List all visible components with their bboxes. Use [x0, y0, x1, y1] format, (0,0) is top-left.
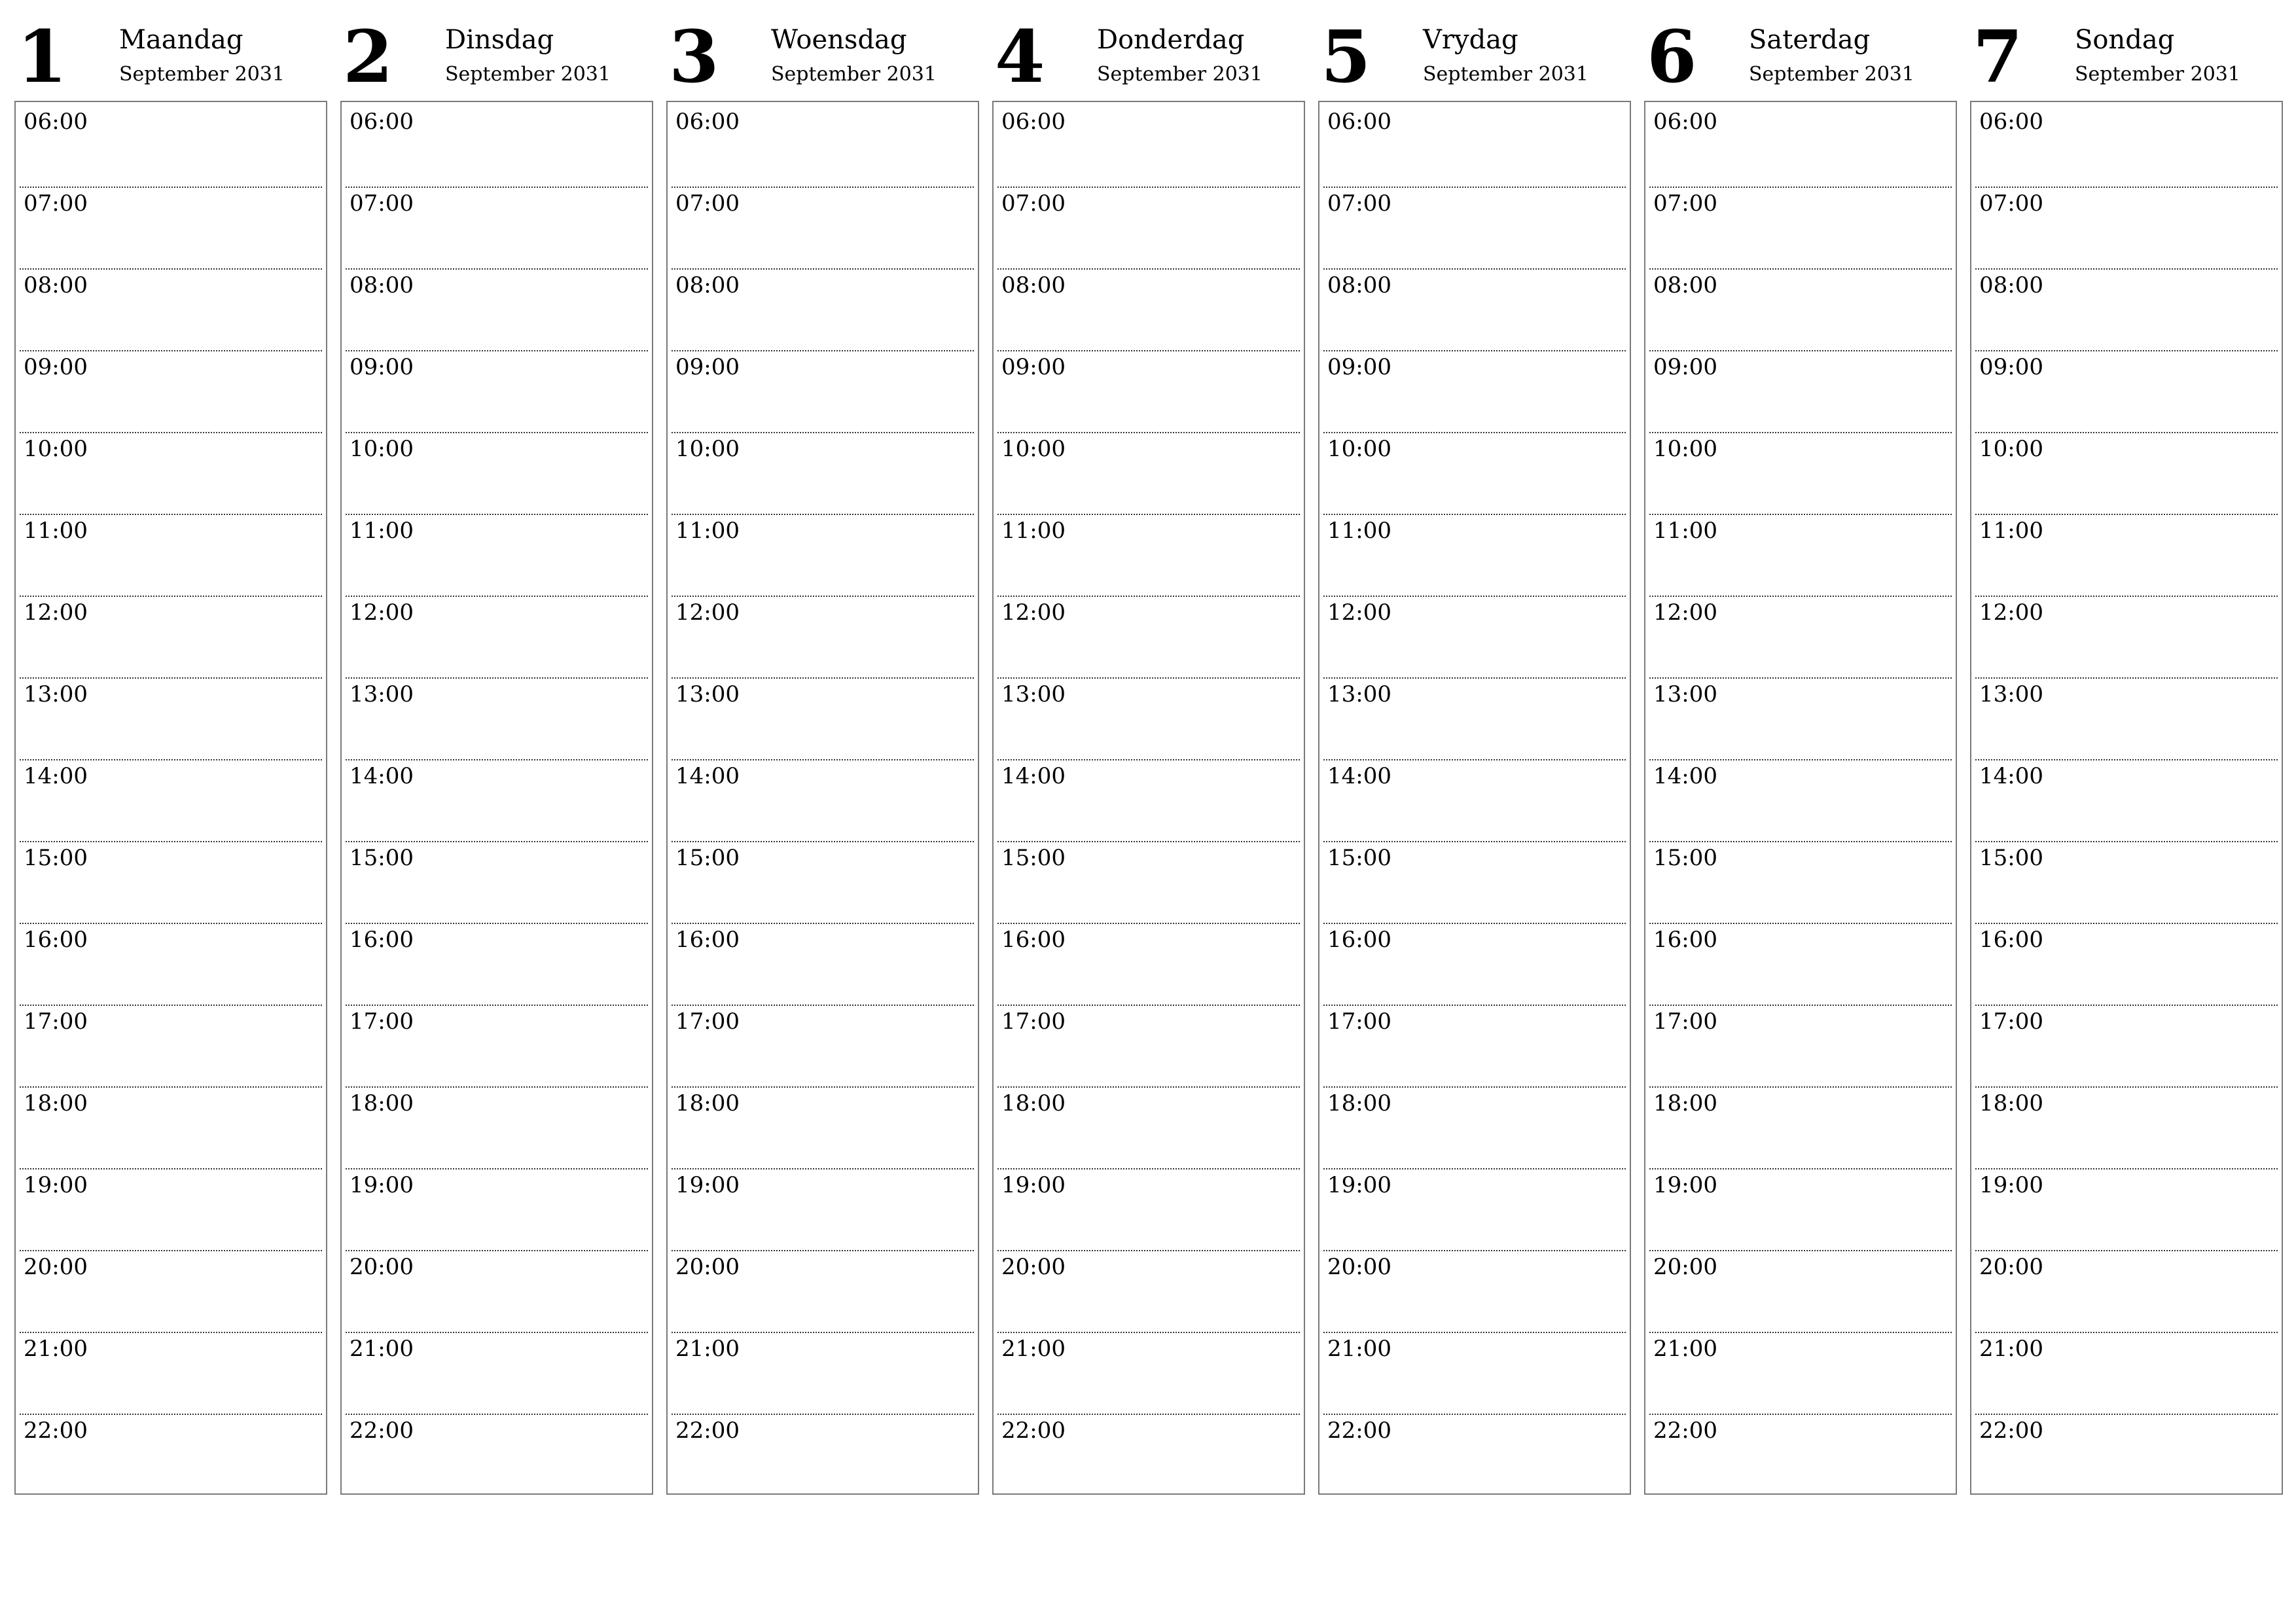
time-slot[interactable]	[997, 106, 1300, 188]
time-slot[interactable]	[997, 515, 1300, 597]
time-slot-label: 11:00	[675, 518, 740, 544]
time-slot-label: 17:00	[1979, 1008, 2043, 1035]
time-slot[interactable]	[1975, 1415, 2278, 1497]
time-slot-label: 15:00	[675, 845, 740, 871]
time-slot-label: 22:00	[24, 1418, 88, 1444]
time-slot-label: 21:00	[675, 1336, 740, 1362]
time-slot[interactable]	[1323, 1088, 1626, 1169]
time-slot[interactable]	[1975, 433, 2278, 515]
time-slot-label: 08:00	[1653, 272, 1717, 298]
time-slot[interactable]	[1323, 106, 1626, 188]
day-schedule-box	[992, 101, 1305, 1495]
time-slot-label: 18:00	[1979, 1090, 2043, 1116]
time-slot-label: 12:00	[1001, 599, 1066, 626]
time-slot-label: 06:00	[1327, 109, 1391, 135]
day-name: Sondag	[2075, 25, 2175, 55]
day-month-label: September 2031	[1749, 63, 1914, 86]
time-slot-label: 18:00	[675, 1090, 740, 1116]
time-slot[interactable]	[1975, 760, 2278, 842]
time-slot[interactable]	[346, 1006, 648, 1088]
time-slot-label: 14:00	[675, 763, 740, 789]
time-slot[interactable]	[346, 924, 648, 1006]
time-slot-label: 11:00	[350, 518, 414, 544]
time-slot-label: 14:00	[1653, 763, 1717, 789]
day-number: 6	[1647, 14, 1697, 99]
time-slot-label: 13:00	[1327, 681, 1391, 707]
time-slot[interactable]	[346, 270, 648, 351]
time-slot-label: 18:00	[24, 1090, 88, 1116]
time-slot-label: 16:00	[24, 927, 88, 953]
time-slot[interactable]	[20, 842, 322, 924]
time-slot[interactable]	[672, 1169, 974, 1251]
time-slot-label: 08:00	[1001, 272, 1066, 298]
time-slot-label: 12:00	[350, 599, 414, 626]
time-slot[interactable]	[20, 106, 322, 188]
time-slot-label: 18:00	[1001, 1090, 1066, 1116]
day-schedule-box	[666, 101, 979, 1495]
time-slot-label: 10:00	[675, 436, 740, 462]
time-slot[interactable]	[672, 106, 974, 188]
time-slot[interactable]	[997, 188, 1300, 270]
time-slot-label: 08:00	[1327, 272, 1391, 298]
time-slot-label: 11:00	[1979, 518, 2043, 544]
time-slot-label: 19:00	[1001, 1172, 1066, 1198]
time-slot[interactable]	[346, 433, 648, 515]
day-month-label: September 2031	[771, 63, 937, 86]
time-slot-label: 07:00	[1001, 190, 1066, 217]
time-slot[interactable]	[346, 515, 648, 597]
time-slot-label: 09:00	[350, 354, 414, 380]
time-slot-label: 11:00	[1653, 518, 1717, 544]
time-slot[interactable]	[1649, 760, 1952, 842]
time-slot-label: 08:00	[350, 272, 414, 298]
time-slot-label: 09:00	[675, 354, 740, 380]
time-slot-label: 12:00	[675, 599, 740, 626]
time-slot-label: 18:00	[1327, 1090, 1391, 1116]
time-slot-label: 12:00	[1327, 599, 1391, 626]
time-slot[interactable]	[672, 842, 974, 924]
time-slot-label: 22:00	[350, 1418, 414, 1444]
time-slot[interactable]	[1975, 351, 2278, 433]
time-slot[interactable]	[1649, 351, 1952, 433]
time-slot-label: 13:00	[350, 681, 414, 707]
time-slot-label: 09:00	[1327, 354, 1391, 380]
time-slot[interactable]	[997, 597, 1300, 679]
time-slot-label: 06:00	[1979, 109, 2043, 135]
time-slot-label: 08:00	[24, 272, 88, 298]
time-slot[interactable]	[672, 1415, 974, 1497]
time-slot-label: 21:00	[1327, 1336, 1391, 1362]
time-slot-label: 20:00	[350, 1254, 414, 1280]
time-slot-label: 19:00	[24, 1172, 88, 1198]
time-slot-label: 18:00	[350, 1090, 414, 1116]
time-slot-label: 09:00	[24, 354, 88, 380]
time-slot[interactable]	[1323, 679, 1626, 760]
time-slot[interactable]	[1649, 924, 1952, 1006]
time-slot[interactable]	[20, 597, 322, 679]
time-slot-label: 19:00	[1653, 1172, 1717, 1198]
time-slot[interactable]	[20, 433, 322, 515]
time-slot-label: 15:00	[1001, 845, 1066, 871]
time-slot-label: 06:00	[1001, 109, 1066, 135]
time-slot-label: 16:00	[1327, 927, 1391, 953]
day-number: 3	[669, 14, 719, 99]
time-slot[interactable]	[997, 270, 1300, 351]
time-slot[interactable]	[1649, 679, 1952, 760]
time-slot-label: 13:00	[1653, 681, 1717, 707]
time-slot-label: 13:00	[1001, 681, 1066, 707]
time-slot-label: 22:00	[1001, 1418, 1066, 1444]
time-slot[interactable]	[1649, 1333, 1952, 1415]
day-month-label: September 2031	[2075, 63, 2240, 86]
time-slot[interactable]	[997, 433, 1300, 515]
time-slot[interactable]	[997, 1333, 1300, 1415]
time-slot[interactable]	[1323, 760, 1626, 842]
day-month-label: September 2031	[445, 63, 611, 86]
day-name: Woensdag	[771, 25, 907, 55]
time-slot-label: 14:00	[1979, 763, 2043, 789]
time-slot-label: 17:00	[1001, 1008, 1066, 1035]
time-slot[interactable]	[1975, 1088, 2278, 1169]
time-slot[interactable]	[20, 515, 322, 597]
time-slot[interactable]	[20, 924, 322, 1006]
time-slot[interactable]	[1323, 1169, 1626, 1251]
time-slot[interactable]	[672, 760, 974, 842]
time-slot[interactable]	[1649, 1415, 1952, 1497]
time-slot-label: 17:00	[1327, 1008, 1391, 1035]
time-slot[interactable]	[997, 760, 1300, 842]
time-slot-label: 09:00	[1979, 354, 2043, 380]
time-slot[interactable]	[1323, 1251, 1626, 1333]
time-slot[interactable]	[1323, 270, 1626, 351]
time-slot-label: 17:00	[350, 1008, 414, 1035]
time-slot-label: 08:00	[675, 272, 740, 298]
time-slot-label: 07:00	[350, 190, 414, 217]
time-slot[interactable]	[20, 760, 322, 842]
time-slot[interactable]	[997, 1006, 1300, 1088]
time-slot[interactable]	[1649, 188, 1952, 270]
day-number: 5	[1321, 14, 1371, 99]
day-name: Saterdag	[1749, 25, 1871, 55]
time-slot[interactable]	[1323, 1006, 1626, 1088]
time-slot[interactable]	[1649, 433, 1952, 515]
time-slot[interactable]	[672, 1006, 974, 1088]
time-slot-label: 15:00	[24, 845, 88, 871]
time-slot-label: 12:00	[1653, 599, 1717, 626]
time-slot[interactable]	[1649, 597, 1952, 679]
time-slot-label: 11:00	[24, 518, 88, 544]
time-slot[interactable]	[1649, 1088, 1952, 1169]
time-slot[interactable]	[1649, 1169, 1952, 1251]
time-slot[interactable]	[1975, 1333, 2278, 1415]
time-slot[interactable]	[1649, 842, 1952, 924]
time-slot-label: 15:00	[1979, 845, 2043, 871]
day-name: Vrydag	[1423, 25, 1518, 55]
time-slot-label: 21:00	[350, 1336, 414, 1362]
time-slot[interactable]	[1649, 106, 1952, 188]
time-slot[interactable]	[1975, 597, 2278, 679]
time-slot-label: 20:00	[1979, 1254, 2043, 1280]
time-slot-label: 14:00	[1001, 763, 1066, 789]
time-slot[interactable]	[346, 1088, 648, 1169]
time-slot-label: 07:00	[1979, 190, 2043, 217]
time-slot[interactable]	[1975, 188, 2278, 270]
time-slot-label: 13:00	[24, 681, 88, 707]
time-slot[interactable]	[672, 188, 974, 270]
time-slot[interactable]	[1975, 842, 2278, 924]
time-slot[interactable]	[672, 1333, 974, 1415]
time-slot[interactable]	[20, 351, 322, 433]
time-slot[interactable]	[346, 188, 648, 270]
time-slot-label: 14:00	[1327, 763, 1391, 789]
time-slot-label: 12:00	[1979, 599, 2043, 626]
time-slot[interactable]	[346, 351, 648, 433]
day-name: Donderdag	[1097, 25, 1245, 55]
time-slot-label: 10:00	[350, 436, 414, 462]
time-slot[interactable]	[1975, 1006, 2278, 1088]
day-number: 7	[1973, 14, 2023, 99]
time-slot[interactable]	[672, 351, 974, 433]
time-slot-label: 16:00	[1653, 927, 1717, 953]
time-slot[interactable]	[672, 433, 974, 515]
time-slot-label: 07:00	[1653, 190, 1717, 217]
day-month-label: September 2031	[119, 63, 285, 86]
time-slot-label: 22:00	[1653, 1418, 1717, 1444]
time-slot[interactable]	[346, 1169, 648, 1251]
time-slot-label: 09:00	[1001, 354, 1066, 380]
time-slot[interactable]	[997, 1251, 1300, 1333]
time-slot-label: 11:00	[1327, 518, 1391, 544]
day-name: Dinsdag	[445, 25, 554, 55]
time-slot[interactable]	[1975, 1169, 2278, 1251]
time-slot-label: 18:00	[1653, 1090, 1717, 1116]
time-slot-label: 21:00	[1979, 1336, 2043, 1362]
time-slot-label: 11:00	[1001, 518, 1066, 544]
time-slot[interactable]	[346, 842, 648, 924]
day-number: 4	[995, 14, 1045, 99]
time-slot[interactable]	[346, 679, 648, 760]
time-slot[interactable]	[1323, 188, 1626, 270]
day-schedule-box	[14, 101, 327, 1495]
day-month-label: September 2031	[1423, 63, 1588, 86]
time-slot[interactable]	[997, 351, 1300, 433]
time-slot-label: 06:00	[350, 109, 414, 135]
time-slot[interactable]	[346, 1333, 648, 1415]
time-slot-label: 17:00	[1653, 1008, 1717, 1035]
time-slot-label: 17:00	[675, 1008, 740, 1035]
day-schedule-box	[1318, 101, 1631, 1495]
time-slot[interactable]	[1323, 433, 1626, 515]
day-schedule-box	[1970, 101, 2283, 1495]
time-slot[interactable]	[346, 1251, 648, 1333]
time-slot[interactable]	[1649, 515, 1952, 597]
time-slot[interactable]	[1975, 106, 2278, 188]
time-slot[interactable]	[997, 842, 1300, 924]
time-slot-label: 19:00	[1327, 1172, 1391, 1198]
day-number: 1	[17, 14, 67, 99]
time-slot-label: 20:00	[1327, 1254, 1391, 1280]
time-slot-label: 15:00	[1653, 845, 1717, 871]
time-slot[interactable]	[1323, 1415, 1626, 1497]
time-slot[interactable]	[672, 924, 974, 1006]
time-slot-label: 10:00	[1001, 436, 1066, 462]
time-slot[interactable]	[1323, 842, 1626, 924]
time-slot-label: 07:00	[24, 190, 88, 217]
time-slot-label: 09:00	[1653, 354, 1717, 380]
time-slot-label: 06:00	[1653, 109, 1717, 135]
time-slot-label: 10:00	[1327, 436, 1391, 462]
time-slot[interactable]	[1975, 679, 2278, 760]
time-slot-label: 16:00	[1979, 927, 2043, 953]
time-slot[interactable]	[346, 597, 648, 679]
time-slot[interactable]	[1649, 270, 1952, 351]
time-slot[interactable]	[346, 106, 648, 188]
time-slot-label: 06:00	[675, 109, 740, 135]
time-slot[interactable]	[672, 679, 974, 760]
time-slot-label: 16:00	[1001, 927, 1066, 953]
time-slot-label: 19:00	[1979, 1172, 2043, 1198]
time-slot[interactable]	[672, 270, 974, 351]
time-slot-label: 19:00	[675, 1172, 740, 1198]
time-slot[interactable]	[997, 679, 1300, 760]
time-slot-label: 14:00	[24, 763, 88, 789]
time-slot-label: 19:00	[350, 1172, 414, 1198]
time-slot[interactable]	[20, 188, 322, 270]
day-number: 2	[343, 14, 393, 99]
time-slot[interactable]	[346, 1415, 648, 1497]
time-slot[interactable]	[997, 924, 1300, 1006]
time-slot-label: 15:00	[1327, 845, 1391, 871]
day-name: Maandag	[119, 25, 243, 55]
time-slot[interactable]	[20, 679, 322, 760]
time-slot-label: 17:00	[24, 1008, 88, 1035]
time-slot[interactable]	[20, 1169, 322, 1251]
time-slot[interactable]	[997, 1415, 1300, 1497]
time-slot-label: 10:00	[1979, 436, 2043, 462]
time-slot-label: 22:00	[675, 1418, 740, 1444]
time-slot[interactable]	[1323, 351, 1626, 433]
time-slot[interactable]	[346, 760, 648, 842]
time-slot-label: 15:00	[350, 845, 414, 871]
time-slot-label: 16:00	[350, 927, 414, 953]
time-slot-label: 20:00	[24, 1254, 88, 1280]
time-slot[interactable]	[1323, 1333, 1626, 1415]
time-slot[interactable]	[1649, 1006, 1952, 1088]
time-slot[interactable]	[1975, 1251, 2278, 1333]
time-slot[interactable]	[672, 1088, 974, 1169]
time-slot-label: 20:00	[675, 1254, 740, 1280]
time-slot-label: 21:00	[1653, 1336, 1717, 1362]
time-slot-label: 13:00	[675, 681, 740, 707]
time-slot[interactable]	[20, 1088, 322, 1169]
day-schedule-box	[340, 101, 653, 1495]
time-slot[interactable]	[20, 1415, 322, 1497]
time-slot[interactable]	[672, 515, 974, 597]
time-slot-label: 22:00	[1979, 1418, 2043, 1444]
time-slot[interactable]	[997, 1169, 1300, 1251]
time-slot[interactable]	[1323, 515, 1626, 597]
time-slot[interactable]	[1323, 597, 1626, 679]
time-slot[interactable]	[1975, 515, 2278, 597]
time-slot[interactable]	[20, 1251, 322, 1333]
time-slot[interactable]	[672, 597, 974, 679]
time-slot-label: 10:00	[1653, 436, 1717, 462]
time-slot[interactable]	[20, 270, 322, 351]
time-slot-label: 10:00	[24, 436, 88, 462]
time-slot-label: 21:00	[24, 1336, 88, 1362]
time-slot-label: 08:00	[1979, 272, 2043, 298]
time-slot-label: 20:00	[1001, 1254, 1066, 1280]
time-slot[interactable]	[672, 1251, 974, 1333]
time-slot[interactable]	[1323, 924, 1626, 1006]
time-slot-label: 20:00	[1653, 1254, 1717, 1280]
time-slot[interactable]	[1975, 924, 2278, 1006]
day-schedule-box	[1644, 101, 1957, 1495]
time-slot[interactable]	[997, 1088, 1300, 1169]
time-slot[interactable]	[20, 1006, 322, 1088]
time-slot[interactable]	[1975, 270, 2278, 351]
time-slot-label: 16:00	[675, 927, 740, 953]
time-slot[interactable]	[1649, 1251, 1952, 1333]
time-slot-label: 14:00	[350, 763, 414, 789]
day-month-label: September 2031	[1097, 63, 1263, 86]
time-slot[interactable]	[20, 1333, 322, 1415]
time-slot-label: 13:00	[1979, 681, 2043, 707]
time-slot-label: 07:00	[1327, 190, 1391, 217]
time-slot-label: 12:00	[24, 599, 88, 626]
time-slot-label: 07:00	[675, 190, 740, 217]
time-slot-label: 06:00	[24, 109, 88, 135]
time-slot-label: 22:00	[1327, 1418, 1391, 1444]
time-slot-label: 21:00	[1001, 1336, 1066, 1362]
